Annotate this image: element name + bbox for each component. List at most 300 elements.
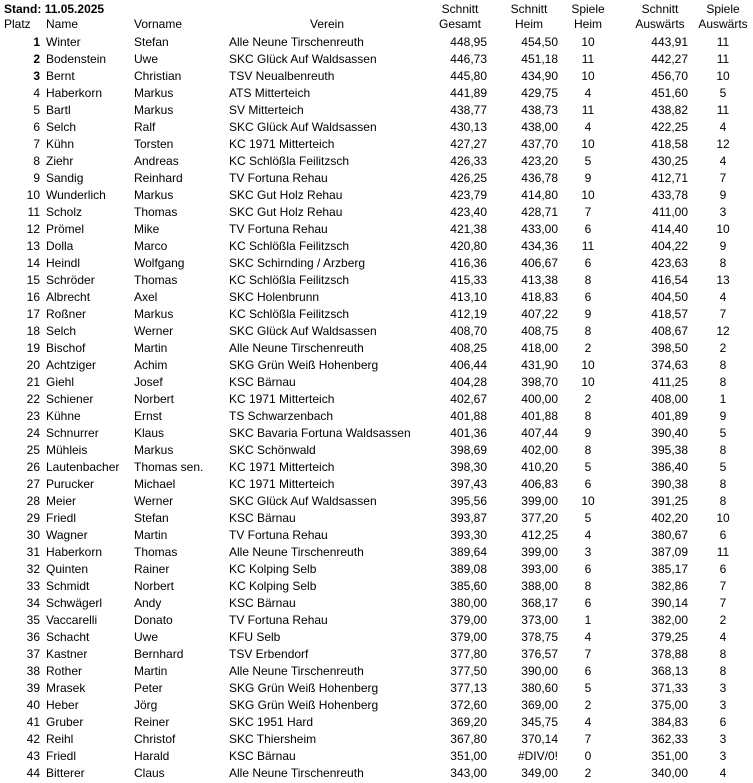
cell-schnitt-heim: 434,36	[521, 239, 558, 253]
cell-schnitt-auswaerts: 402,20	[651, 511, 688, 525]
cell-spiele-auswaerts: 5	[719, 426, 727, 440]
table-row	[0, 187, 753, 204]
cell-spiele-auswaerts: 2	[719, 613, 727, 627]
cell-platz: 10	[26, 188, 40, 202]
cell-schnitt-heim: 378,75	[521, 630, 558, 644]
cell-schnitt-gesamt: 401,36	[450, 426, 487, 440]
cell-vorname: Bernhard	[134, 647, 184, 661]
cell-spiele-heim: 6	[584, 477, 592, 491]
cell-spiele-heim: 7	[584, 205, 592, 219]
cell-spiele-auswaerts: 8	[719, 664, 727, 678]
cell-spiele-heim: 11	[581, 52, 595, 66]
cell-schnitt-auswaerts: 404,50	[651, 290, 688, 304]
cell-name: Reihl	[46, 732, 74, 746]
cell-vorname: Torsten	[134, 137, 174, 151]
cell-name: Bitterer	[46, 766, 85, 780]
cell-name: Quinten	[46, 562, 89, 576]
cell-vorname: Markus	[134, 307, 174, 321]
cell-verein: SKC Schönwald	[229, 443, 316, 457]
cell-spiele-auswaerts: 6	[719, 528, 727, 542]
cell-schnitt-heim: 413,38	[521, 273, 558, 287]
cell-schnitt-gesamt: 398,30	[450, 460, 487, 474]
cell-name: Winter	[46, 35, 81, 49]
cell-vorname: Thomas	[134, 273, 178, 287]
cell-verein: SKG Grün Weiß Hohenberg	[229, 698, 379, 712]
cell-platz: 35	[26, 613, 40, 627]
col-vorname: Vorname	[134, 17, 183, 31]
cell-spiele-auswaerts: 5	[719, 460, 727, 474]
table-row	[0, 272, 753, 289]
cell-spiele-heim: 1	[584, 613, 592, 627]
col-schnitt-gesamt-line1: Schnitt	[441, 2, 479, 16]
cell-name: Kühn	[46, 137, 75, 151]
cell-platz: 4	[33, 86, 40, 100]
cell-spiele-heim: 8	[584, 324, 592, 338]
cell-verein: TV Fortuna Rehau	[229, 528, 328, 542]
cell-vorname: Markus	[134, 188, 174, 202]
cell-schnitt-heim: 451,18	[521, 52, 558, 66]
table-row	[0, 459, 753, 476]
cell-spiele-heim: 8	[584, 579, 592, 593]
cell-schnitt-auswaerts: 411,00	[652, 205, 688, 219]
cell-schnitt-auswaerts: 374,63	[651, 358, 688, 372]
cell-spiele-heim: 6	[584, 256, 592, 270]
cell-verein: TSV Erbendorf	[229, 647, 309, 661]
cell-platz: 34	[26, 596, 40, 610]
cell-name: Heindl	[46, 256, 81, 270]
cell-platz: 12	[26, 222, 40, 236]
cell-platz: 25	[26, 443, 40, 457]
cell-vorname: Mike	[134, 222, 160, 236]
table-row	[0, 561, 753, 578]
cell-schnitt-gesamt: 377,80	[450, 647, 487, 661]
cell-schnitt-heim: 376,57	[521, 647, 558, 661]
cell-schnitt-gesamt: 441,89	[450, 86, 487, 100]
cell-name: Wagner	[46, 528, 88, 542]
cell-verein: KC Kolping Selb	[229, 579, 317, 593]
cell-schnitt-auswaerts: 395,38	[651, 443, 688, 457]
cell-spiele-heim: 10	[581, 375, 595, 389]
cell-spiele-heim: 7	[584, 732, 592, 746]
cell-spiele-auswaerts: 9	[719, 239, 727, 253]
cell-verein: SKC Gut Holz Rehau	[229, 188, 343, 202]
col-spiele-auswaerts-line1: Spiele	[706, 2, 740, 16]
cell-spiele-heim: 4	[584, 86, 592, 100]
cell-schnitt-auswaerts: 385,17	[651, 562, 688, 576]
cell-verein: TV Fortuna Rehau	[229, 171, 328, 185]
cell-spiele-heim: 2	[584, 766, 592, 780]
cell-schnitt-auswaerts: 379,25	[651, 630, 688, 644]
table-row	[0, 51, 753, 68]
cell-schnitt-auswaerts: 430,25	[651, 154, 688, 168]
cell-schnitt-auswaerts: 371,33	[651, 681, 688, 695]
table-row	[0, 306, 753, 323]
cell-verein: KC 1971 Mitterteich	[229, 477, 335, 491]
cell-schnitt-auswaerts: 390,38	[651, 477, 688, 491]
cell-spiele-heim: 6	[584, 664, 592, 678]
cell-schnitt-gesamt: 438,77	[450, 103, 487, 117]
cell-verein: SKC Thiersheim	[229, 732, 317, 746]
col-verein: Verein	[310, 17, 345, 31]
cell-name: Bodenstein	[46, 52, 107, 66]
cell-platz: 11	[27, 205, 40, 219]
cell-name: Friedl	[46, 749, 77, 763]
cell-verein: TS Schwarzenbach	[229, 409, 334, 423]
cell-schnitt-gesamt: 423,79	[450, 188, 487, 202]
table-row	[0, 34, 753, 51]
table-row	[0, 493, 753, 510]
cell-spiele-auswaerts: 10	[716, 69, 730, 83]
cell-spiele-heim: 6	[584, 596, 592, 610]
cell-name: Bartl	[46, 103, 71, 117]
cell-verein: SKG Grün Weiß Hohenberg	[229, 681, 379, 695]
table-row	[0, 323, 753, 340]
cell-name: Kastner	[46, 647, 88, 661]
cell-vorname: Peter	[134, 681, 163, 695]
cell-vorname: Uwe	[134, 630, 159, 644]
cell-platz: 14	[26, 256, 40, 270]
cell-spiele-auswaerts: 9	[719, 409, 727, 423]
col-schnitt-gesamt-line2: Gesamt	[438, 17, 481, 31]
cell-platz: 36	[26, 630, 40, 644]
cell-vorname: Martin	[134, 664, 168, 678]
cell-schnitt-auswaerts: 401,89	[651, 409, 688, 423]
cell-spiele-auswaerts: 7	[719, 171, 727, 185]
table-row	[0, 391, 753, 408]
cell-spiele-heim: 4	[584, 715, 592, 729]
table-row	[0, 765, 753, 782]
cell-schnitt-gesamt: 420,80	[450, 239, 487, 253]
cell-spiele-heim: 2	[584, 698, 592, 712]
cell-schnitt-auswaerts: 422,25	[651, 120, 688, 134]
cell-spiele-heim: 5	[584, 681, 592, 695]
cell-schnitt-heim: 399,00	[521, 545, 558, 559]
cell-name: Haberkorn	[46, 545, 103, 559]
cell-schnitt-gesamt: 427,27	[450, 137, 487, 151]
cell-schnitt-auswaerts: 384,83	[651, 715, 688, 729]
cell-schnitt-auswaerts: 456,70	[651, 69, 688, 83]
cell-schnitt-auswaerts: 351,00	[651, 749, 688, 763]
cell-spiele-auswaerts: 12	[716, 324, 730, 338]
cell-name: Ziehr	[46, 154, 74, 168]
cell-schnitt-gesamt: 367,80	[450, 732, 487, 746]
cell-schnitt-gesamt: 377,13	[450, 681, 487, 695]
cell-verein: TV Fortuna Rehau	[229, 613, 328, 627]
cell-schnitt-gesamt: 389,08	[450, 562, 487, 576]
cell-platz: 42	[26, 732, 40, 746]
table-row	[0, 238, 753, 255]
cell-name: Heber	[46, 698, 79, 712]
cell-schnitt-gesamt: 421,38	[450, 222, 487, 236]
cell-platz: 38	[26, 664, 40, 678]
cell-spiele-heim: 2	[584, 341, 592, 355]
cell-name: Bernt	[46, 69, 75, 83]
cell-vorname: Martin	[134, 341, 168, 355]
table-row	[0, 510, 753, 527]
cell-schnitt-heim: 407,44	[521, 426, 558, 440]
table-row	[0, 357, 753, 374]
cell-schnitt-gesamt: 377,50	[450, 664, 487, 678]
cell-schnitt-heim: 436,78	[521, 171, 558, 185]
cell-schnitt-gesamt: 398,69	[450, 443, 487, 457]
cell-spiele-auswaerts: 6	[719, 715, 727, 729]
cell-schnitt-heim: 406,83	[521, 477, 558, 491]
cell-platz: 2	[33, 52, 40, 66]
cell-spiele-auswaerts: 2	[719, 341, 727, 355]
cell-verein: SKC Schirnding / Arzberg	[229, 256, 366, 270]
cell-verein: KC Schlößla Feilitzsch	[229, 307, 350, 321]
cell-platz: 32	[26, 562, 40, 576]
cell-vorname: Markus	[134, 103, 174, 117]
cell-vorname: Ernst	[134, 409, 163, 423]
cell-schnitt-heim: 408,75	[521, 324, 558, 338]
cell-vorname: Wolfgang	[134, 256, 185, 270]
cell-schnitt-auswaerts: 408,00	[651, 392, 688, 406]
cell-verein: KC Schlößla Feilitzsch	[229, 273, 350, 287]
cell-spiele-heim: 8	[584, 409, 592, 423]
cell-vorname: Axel	[134, 290, 158, 304]
table-row	[0, 340, 753, 357]
cell-platz: 6	[33, 120, 40, 134]
cell-schnitt-heim: 377,20	[521, 511, 558, 525]
cell-platz: 19	[26, 341, 40, 355]
cell-schnitt-heim: 399,00	[521, 494, 558, 508]
cell-spiele-auswaerts: 4	[719, 766, 727, 780]
cell-schnitt-heim: 418,83	[521, 290, 558, 304]
cell-platz: 5	[33, 103, 40, 117]
cell-name: Dolla	[46, 239, 74, 253]
cell-name: Wunderlich	[46, 188, 106, 202]
cell-spiele-heim: 2	[584, 392, 592, 406]
cell-vorname: Uwe	[134, 52, 159, 66]
cell-verein: SV Mitterteich	[229, 103, 304, 117]
cell-schnitt-heim: 454,50	[521, 35, 558, 49]
cell-schnitt-gesamt: 426,25	[450, 171, 487, 185]
cell-schnitt-gesamt: 379,00	[450, 613, 487, 627]
cell-spiele-heim: 10	[581, 494, 595, 508]
table-row	[0, 527, 753, 544]
cell-verein: KSC Bärnau	[229, 511, 296, 525]
cell-platz: 30	[26, 528, 40, 542]
cell-spiele-heim: 6	[584, 562, 592, 576]
cell-schnitt-gesamt: 380,00	[450, 596, 487, 610]
cell-schnitt-auswaerts: 386,40	[651, 460, 688, 474]
cell-schnitt-heim: 431,90	[521, 358, 558, 372]
table-row	[0, 697, 753, 714]
cell-spiele-auswaerts: 12	[716, 137, 730, 151]
cell-verein: TSV Neualbenreuth	[229, 69, 335, 83]
cell-schnitt-auswaerts: 404,22	[651, 239, 688, 253]
cell-schnitt-heim: 393,00	[521, 562, 558, 576]
table-row	[0, 731, 753, 748]
cell-verein: SKC Glück Auf Waldsassen	[229, 52, 377, 66]
cell-verein: SKC Holenbrunn	[229, 290, 320, 304]
cell-schnitt-heim: 407,22	[521, 307, 558, 321]
table-row	[0, 629, 753, 646]
cell-vorname: Michael	[134, 477, 176, 491]
cell-spiele-heim: 9	[584, 307, 592, 321]
cell-name: Sandig	[46, 171, 84, 185]
cell-name: Rother	[46, 664, 83, 678]
cell-schnitt-auswaerts: 423,63	[651, 256, 688, 270]
table-row	[0, 170, 753, 187]
cell-platz: 43	[26, 749, 40, 763]
table-row	[0, 85, 753, 102]
cell-spiele-auswaerts: 4	[719, 154, 727, 168]
table-row	[0, 221, 753, 238]
cell-name: Roßner	[46, 307, 87, 321]
cell-verein: SKC Glück Auf Waldsassen	[229, 494, 377, 508]
cell-schnitt-auswaerts: 443,91	[651, 35, 688, 49]
cell-vorname: Norbert	[134, 579, 175, 593]
cell-schnitt-gesamt: 445,80	[450, 69, 487, 83]
col-schnitt-heim-line2: Heim	[514, 17, 543, 31]
cell-platz: 41	[26, 715, 40, 729]
cell-schnitt-heim: 428,71	[521, 205, 558, 219]
cell-schnitt-gesamt: 412,19	[450, 307, 487, 321]
cell-vorname: Norbert	[134, 392, 175, 406]
cell-schnitt-auswaerts: 390,14	[651, 596, 688, 610]
cell-spiele-heim: 10	[581, 69, 595, 83]
cell-schnitt-heim: 438,73	[521, 103, 558, 117]
cell-vorname: Harald	[134, 749, 170, 763]
cell-spiele-auswaerts: 11	[716, 52, 730, 66]
cell-schnitt-auswaerts: 416,54	[651, 273, 688, 287]
cell-vorname: Klaus	[134, 426, 165, 440]
cell-spiele-auswaerts: 11	[716, 35, 730, 49]
cell-name: Lautenbacher	[46, 460, 120, 474]
cell-spiele-heim: 9	[584, 426, 592, 440]
cell-spiele-auswaerts: 10	[716, 222, 730, 236]
cell-schnitt-gesamt: 395,56	[450, 494, 487, 508]
cell-spiele-auswaerts: 4	[719, 120, 727, 134]
cell-schnitt-gesamt: 423,40	[450, 205, 487, 219]
cell-schnitt-gesamt: 402,67	[450, 392, 487, 406]
cell-schnitt-gesamt: 385,60	[450, 579, 487, 593]
col-platz: Platz	[4, 17, 31, 31]
cell-spiele-heim: 10	[581, 188, 595, 202]
cell-schnitt-heim: 401,88	[521, 409, 558, 423]
table-row	[0, 68, 753, 85]
cell-spiele-heim: 8	[584, 273, 592, 287]
cell-name: Schröder	[46, 273, 95, 287]
table-row	[0, 425, 753, 442]
cell-schnitt-auswaerts: 340,00	[651, 766, 688, 780]
cell-schnitt-gesamt: 389,64	[450, 545, 487, 559]
cell-verein: SKG Grün Weiß Hohenberg	[229, 358, 379, 372]
cell-vorname: Werner	[134, 494, 174, 508]
cell-spiele-auswaerts: 8	[719, 358, 727, 372]
col-schnitt-heim-line1: Schnitt	[510, 2, 548, 16]
cell-platz: 22	[26, 392, 40, 406]
table-row	[0, 255, 753, 272]
cell-name: Schwägerl	[46, 596, 103, 610]
cell-vorname: Stefan	[134, 511, 169, 525]
cell-platz: 21	[26, 375, 40, 389]
cell-verein: Alle Neune Tirschenreuth	[229, 341, 364, 355]
cell-platz: 40	[26, 698, 40, 712]
cell-schnitt-heim: 438,00	[521, 120, 558, 134]
cell-schnitt-heim: 414,80	[521, 188, 558, 202]
cell-platz: 8	[33, 154, 40, 168]
cell-schnitt-auswaerts: 438,82	[651, 103, 688, 117]
col-schnitt-auswaerts-line2: Auswärts	[635, 17, 685, 31]
table-row	[0, 578, 753, 595]
cell-schnitt-gesamt: 404,28	[450, 375, 487, 389]
cell-name: Schacht	[46, 630, 90, 644]
cell-schnitt-gesamt: 446,73	[450, 52, 487, 66]
cell-platz: 24	[26, 426, 40, 440]
cell-verein: KC Kolping Selb	[229, 562, 317, 576]
cell-schnitt-heim: 345,75	[521, 715, 558, 729]
cell-spiele-heim: 11	[581, 103, 595, 117]
cell-verein: KC 1971 Mitterteich	[229, 137, 335, 151]
cell-schnitt-gesamt: 401,88	[450, 409, 487, 423]
cell-vorname: Martin	[134, 528, 168, 542]
table-row	[0, 136, 753, 153]
cell-name: Kühne	[46, 409, 81, 423]
cell-vorname: Donato	[134, 613, 173, 627]
cell-vorname: Ralf	[134, 120, 156, 134]
cell-schnitt-heim: 369,00	[521, 698, 558, 712]
cell-schnitt-heim: 380,60	[521, 681, 558, 695]
cell-verein: KSC Bärnau	[229, 596, 296, 610]
cell-platz: 18	[26, 324, 40, 338]
cell-schnitt-gesamt: 343,00	[450, 766, 487, 780]
cell-schnitt-heim: 412,25	[521, 528, 558, 542]
cell-verein: SKC Bavaria Fortuna Waldsassen	[229, 426, 411, 440]
cell-schnitt-gesamt: 408,25	[450, 341, 487, 355]
cell-verein: KSC Bärnau	[229, 749, 296, 763]
cell-vorname: Thomas	[134, 545, 178, 559]
table-row	[0, 612, 753, 629]
cell-platz: 16	[26, 290, 40, 304]
cell-schnitt-heim: 349,00	[521, 766, 558, 780]
cell-vorname: Marco	[134, 239, 168, 253]
cell-schnitt-heim: 437,70	[521, 137, 558, 151]
cell-platz: 31	[26, 545, 40, 559]
cell-spiele-auswaerts: 8	[719, 256, 727, 270]
cell-schnitt-auswaerts: 390,40	[651, 426, 688, 440]
cell-platz: 37	[26, 647, 40, 661]
cell-spiele-auswaerts: 7	[719, 596, 727, 610]
cell-name: Mrasek	[46, 681, 86, 695]
cell-name: Meier	[46, 494, 77, 508]
cell-verein: SKC Glück Auf Waldsassen	[229, 120, 377, 134]
cell-schnitt-auswaerts: 375,00	[651, 698, 688, 712]
cell-verein: KC Schlößla Feilitzsch	[229, 239, 350, 253]
cell-schnitt-auswaerts: 382,00	[651, 613, 688, 627]
table-row	[0, 408, 753, 425]
cell-schnitt-gesamt: 413,10	[450, 290, 487, 304]
cell-platz: 7	[33, 137, 40, 151]
cell-schnitt-auswaerts: 368,13	[651, 664, 688, 678]
table-row	[0, 289, 753, 306]
cell-platz: 44	[26, 766, 40, 780]
col-spiele-auswaerts-line2: Auswärts	[698, 17, 748, 31]
cell-schnitt-heim: 433,00	[521, 222, 558, 236]
cell-spiele-auswaerts: 3	[719, 681, 727, 695]
table-row	[0, 204, 753, 221]
cell-spiele-heim: 5	[584, 154, 592, 168]
cell-schnitt-auswaerts: 433,78	[651, 188, 688, 202]
table-row	[0, 119, 753, 136]
cell-schnitt-auswaerts: 380,67	[651, 528, 688, 542]
cell-spiele-auswaerts: 3	[719, 698, 727, 712]
cell-platz: 39	[26, 681, 40, 695]
cell-verein: TV Fortuna Rehau	[229, 222, 328, 236]
cell-vorname: Markus	[134, 443, 174, 457]
